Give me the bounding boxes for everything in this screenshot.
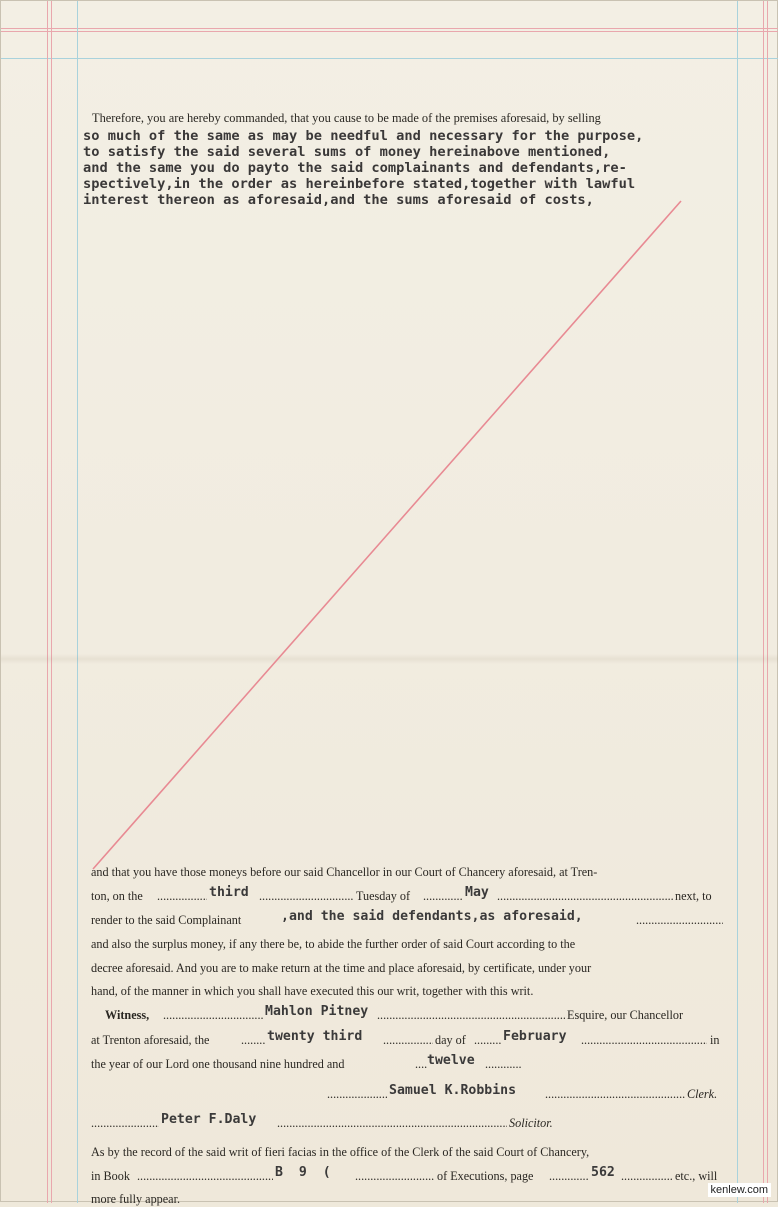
record-line-3 — [91, 1191, 723, 1207]
dot-leader — [327, 1086, 387, 1102]
witness-date-line — [91, 1029, 723, 1048]
esquire-label: Esquire, our Chancellor — [567, 1008, 684, 1022]
dot-leader — [415, 1056, 427, 1072]
return-text-4: and also the surplus money, if any there be, to abide the further order of said Court according to the — [91, 937, 576, 951]
at-trenton-label: at Trenton aforesaid, the — [91, 1033, 210, 1047]
render-fill: ,and the said defendants,as aforesaid, — [281, 909, 583, 924]
witness-day: twenty third — [267, 1029, 363, 1044]
typed-line-1: so much of the same as may be needful and necessary for the purpose, — [83, 128, 644, 144]
dot-leader — [636, 912, 723, 928]
page-number: 562 — [591, 1165, 615, 1180]
typed-line-5: interest thereon as aforesaid,and the sums aforesaid of costs, — [83, 192, 594, 208]
solicitor-name: Peter F.Daly — [161, 1112, 257, 1127]
dot-leader — [549, 1168, 589, 1184]
site-watermark: kenlew.com — [708, 1183, 771, 1197]
return-line-6 — [91, 983, 723, 999]
witness-month: February — [503, 1029, 567, 1044]
record-line-2 — [91, 1165, 723, 1184]
record-text-3: more fully appear. — [91, 1192, 181, 1206]
witness-year-line — [91, 1053, 723, 1072]
of-executions-label: of Executions, page — [437, 1169, 534, 1183]
return-line-4 — [91, 936, 723, 952]
typed-line-2: to satisfy the said several sums of money hereinabove mentioned, — [83, 144, 611, 160]
typed-line-3: and the same you do payto the said complainants and defendants,re- — [83, 160, 627, 176]
record-text-1: As by the record of the said writ of fieri facias in the office of the Clerk of the said Court of Chancery, — [91, 1145, 590, 1159]
return-text-5: decree aforesaid. And you are to make return at the time and place aforesaid, by certificate, under your — [91, 961, 592, 975]
witness-label: Witness, — [105, 1008, 150, 1022]
return-line-3 — [91, 909, 723, 928]
tuesday-of-label: Tuesday of — [356, 889, 411, 903]
clerk-name: Samuel K.Robbins — [389, 1083, 517, 1098]
dot-leader — [163, 1007, 263, 1023]
chancellor-name: Mahlon Pitney — [265, 1004, 369, 1019]
dot-leader — [383, 1032, 433, 1048]
clerk-label: Clerk. — [687, 1087, 718, 1101]
return-month: May — [465, 885, 489, 900]
dot-leader — [355, 1168, 435, 1184]
dot-leader — [497, 888, 673, 904]
next-to-label: next, to — [675, 889, 712, 903]
render-to-label: render to the said Complainant — [91, 913, 242, 927]
dot-leader — [545, 1086, 685, 1102]
dot-leader — [241, 1032, 265, 1048]
return-line-1 — [91, 864, 723, 880]
dot-leader — [485, 1056, 521, 1072]
year-word: twelve — [427, 1053, 475, 1068]
return-line-2 — [91, 885, 723, 904]
on-the-label: ton, on the — [91, 889, 143, 903]
year-prefix: the year of our Lord one thousand nine hundred and — [91, 1057, 345, 1071]
dot-leader — [157, 888, 207, 904]
solicitor-label: Solicitor. — [509, 1116, 553, 1130]
in-label: in — [710, 1033, 720, 1047]
dot-leader — [91, 1115, 159, 1131]
intro-text: Therefore, you are hereby commanded, that you cause to be made of the premises aforesaid, by selling — [92, 111, 601, 125]
book-number: B 9 ( — [275, 1165, 331, 1180]
return-text-1: and that you have those moneys before our said Chancellor in our Court of Chancery aforesaid, at Tren- — [91, 865, 598, 879]
dot-leader — [277, 1115, 507, 1131]
etc-will-label: etc., will — [675, 1169, 718, 1183]
in-book-label: in Book — [91, 1169, 130, 1183]
dot-leader — [377, 1007, 565, 1023]
typed-line-4: spectively,in the order as hereinbefore stated,together with lawful — [83, 176, 636, 192]
solicitor-line — [91, 1112, 723, 1131]
dot-leader — [137, 1168, 273, 1184]
record-line-1 — [91, 1144, 723, 1160]
day-of-label: day of — [435, 1033, 466, 1047]
dot-leader — [581, 1032, 707, 1048]
day-ordinal: third — [209, 885, 249, 900]
dot-leader — [423, 888, 463, 904]
dot-leader — [474, 1032, 501, 1048]
return-text-6: hand, of the manner in which you shall have executed this our writ, together with this writ. — [91, 984, 534, 998]
dot-leader — [621, 1168, 673, 1184]
clerk-line — [91, 1083, 723, 1102]
return-line-5 — [91, 960, 723, 976]
dot-leader — [259, 888, 354, 904]
witness-line — [91, 1004, 723, 1023]
